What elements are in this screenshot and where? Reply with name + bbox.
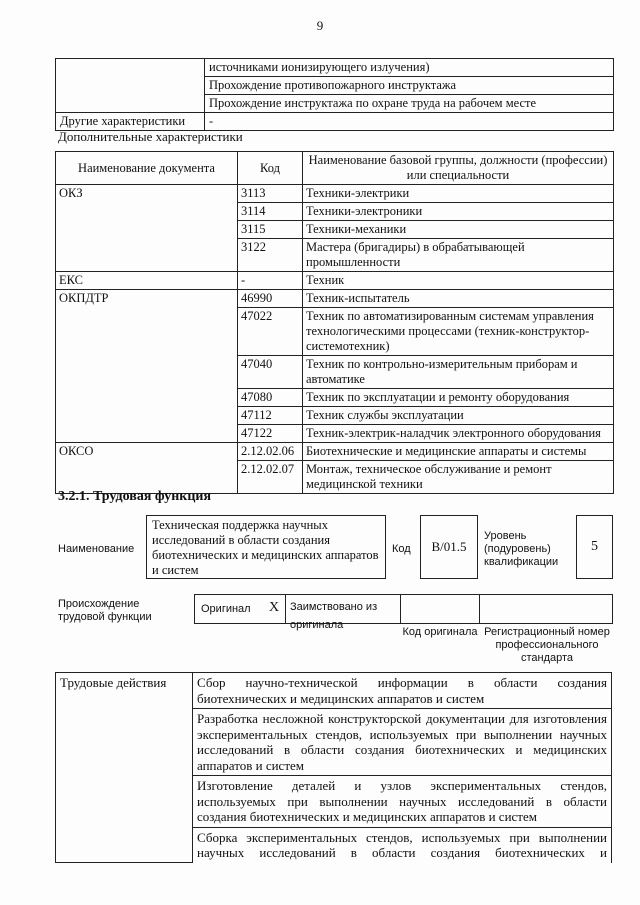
table-cell: Другие характеристики [56,113,205,131]
code-label: Код [392,543,411,555]
code-cell: 47122 [238,425,303,443]
original-box [194,594,286,624]
name-label: Наименование [58,543,135,555]
original-label: Оригинал [201,603,251,615]
name-cell: Техники-электрики [303,185,614,203]
action-item: Разработка несложной конструкторской документации для изготовления экспериментальных стендов, используемых при выполнении научных исследований в области создания биотехнических и медицинских аппаратов и систем [193,709,612,776]
table-row [56,113,614,131]
code-cell: 46990 [238,290,303,308]
table-header-row [56,152,614,185]
level-box: 5 [576,515,613,579]
doc-cell: ЕКС [56,272,238,290]
doc-cell: ОКСО [56,443,238,494]
borrowed-box [285,594,401,631]
original-mark: X [269,600,280,615]
code-cell: 3113 [238,185,303,203]
code-cell: - [238,272,303,290]
code-cell: 47080 [238,389,303,407]
code-cell: 47040 [238,356,303,389]
registration-number-box [479,594,613,624]
table-row [56,272,614,290]
doc-cell: ОКПДТР [56,290,238,443]
action-item: Сборка экспериментальных стендов, используемых при выполнении научных исследований в области создания биотехнических и [193,827,612,863]
origin-label: Происхождение трудовой функции [58,598,152,623]
name-cell: Техник службы эксплуатации [303,407,614,425]
table-cell: Прохождение инструктажа по охране труда на рабочем месте [205,95,614,113]
name-cell: Техник [303,272,614,290]
code-cell: 47112 [238,407,303,425]
function-name-box: Техническая поддержка научных исследований в области создания биотехнических и медицинских аппаратов и систем [146,515,386,579]
actions-label: Трудовые действия [56,673,193,863]
code-cell: 3122 [238,239,303,272]
code-cell: 3115 [238,221,303,239]
code-cell: 47022 [238,308,303,356]
table-cell: источниками ионизирующего излучения) [205,59,614,77]
name-cell: Биотехнические и медицинские аппараты и системы [303,443,614,461]
registration-number-caption: Регистрационный номер профессионального стандарта [484,626,610,664]
name-cell: Техник по эксплуатации и ремонту оборудования [303,389,614,407]
action-item: Сбор научно-технической информации в области создания биотехнических и медицинских аппаратов и систем [193,673,612,709]
level-label: Уровень (подуровень) квалификации [484,530,559,568]
code-cell: 3114 [238,203,303,221]
table-row [56,290,614,308]
name-cell: Техники-электроники [303,203,614,221]
table-row [56,59,614,77]
table-row [56,673,612,709]
name-cell: Техники-механики [303,221,614,239]
labor-actions-table [55,672,612,863]
name-cell: Мастера (бригадиры) в обрабатывающей промышленности [303,239,614,272]
page-number: 9 [316,18,324,33]
section-title: 3.2.1. Трудовая функция [58,489,212,504]
name-cell: Техник-электрик-наладчик электронного оборудования [303,425,614,443]
table-cell [56,59,205,113]
table-cell: - [205,113,614,131]
table-cell: Прохождение противопожарного инструктажа [205,77,614,95]
borrowed-label: Заимствовано из оригинала [290,601,378,631]
header-document: Наименование документа [56,152,238,185]
original-code-caption: Код оригинала [402,626,478,638]
additional-characteristics-title: Дополнительные характеристики [58,129,243,144]
table-row [56,443,614,461]
name-cell: Техник-испытатель [303,290,614,308]
header-group-name: Наименование базовой группы, должности (профессии) или специальности [303,152,614,185]
name-cell: Монтаж, техническое обслуживание и ремонт медицинской техники [303,461,614,494]
additional-characteristics-table [55,151,614,494]
function-code-box: B/01.5 [420,515,478,579]
name-cell: Техник по контрольно-измерительным приборам и автоматике [303,356,614,389]
characteristics-table [55,58,614,131]
name-cell: Техник по автоматизированным системам управления технологическими процессами (техник-конструктор-системотехник) [303,308,614,356]
action-item: Изготовление деталей и узлов экспериментальных стендов, используемых при выполнении научных исследований в области создания биотехнических и медицинских аппаратов и систем [193,776,612,828]
code-cell: 2.12.02.06 [238,443,303,461]
header-code: Код [238,152,303,185]
doc-cell: ОКЗ [56,185,238,272]
code-cell: 2.12.02.07 [238,461,303,494]
table-row [56,185,614,203]
original-code-box [400,594,480,624]
